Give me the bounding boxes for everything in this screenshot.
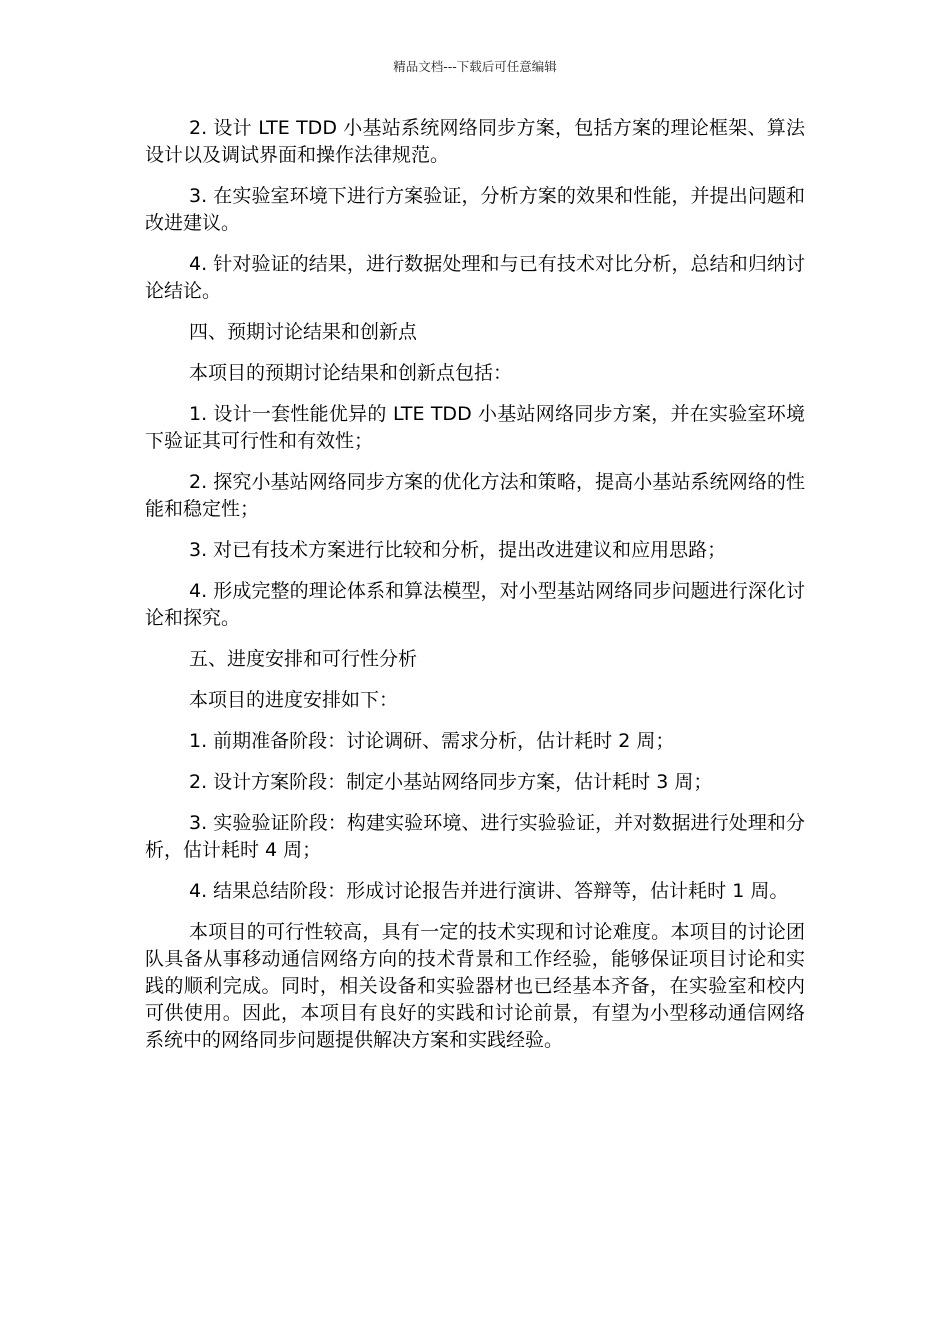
- paragraph-step-3-verify: 3. 在实验室环境下进行方案验证，分析方案的效果和性能，并提出问题和改进建议。: [145, 185, 805, 234]
- paragraph-step-4-analyze: 4. 针对验证的结果，进行数据处理和与已有技术对比分析，总结和归纳讨论结论。: [145, 253, 805, 302]
- paragraph-step-2-design: 2. 设计 LTE TDD 小基站系统网络同步方案，包括方案的理论框架、算法设计以及调试界面和操作法律规范。: [145, 117, 805, 166]
- document-body: [145, 115, 805, 1068]
- paragraph-schedule-1: 1. 前期准备阶段：讨论调研、需求分析，估计耗时 2 周；: [189, 730, 675, 752]
- paragraph-schedule-3: 3. 实验验证阶段：构建实验环境、进行实验验证，并对数据进行处理和分析，估计耗时 4 周；: [145, 812, 805, 861]
- paragraph-schedule-4: 4. 结果总结阶段：形成讨论报告并进行演讲、答辩等，估计耗时 1 周。: [189, 880, 789, 902]
- paragraph-schedule-2: 2. 设计方案阶段：制定小基站网络同步方案，估计耗时 3 周；: [189, 771, 713, 793]
- paragraph-expected-3: 3. 对已有技术方案进行比较和分析，提出改进建议和应用思路；: [189, 539, 727, 561]
- paragraph-expected-intro: 本项目的预期讨论结果和创新点包括：: [189, 362, 513, 384]
- section-heading-4: 四、预期讨论结果和创新点: [189, 321, 418, 343]
- paragraph-expected-4: 4. 形成完整的理论体系和算法模型，对小型基站网络同步问题进行深化讨论和探究。: [145, 580, 805, 629]
- paragraph-expected-2: 2. 探究小基站网络同步方案的优化方法和策略，提高小基站系统网络的性能和稳定性；: [145, 471, 805, 520]
- section-heading-5: 五、进度安排和可行性分析: [189, 648, 418, 670]
- paragraph-feasibility: 本项目的可行性较高，具有一定的技术实现和讨论难度。本项目的讨论团队具备从事移动通信网络方向的技术背景和工作经验，能够保证项目讨论和实践的顺利完成。同时，相关设备和实验器材也已经基本齐备，在实验室和校内可供使用。因此，本项目有良好的实践和讨论前景，有望为小型移动通信网络系统中的网络同步问题提供解决方案和实践经验。: [145, 921, 805, 1051]
- page-header: 精品文档---下载后可任意编辑: [393, 59, 557, 74]
- paragraph-schedule-intro: 本项目的进度安排如下：: [189, 689, 399, 711]
- paragraph-expected-1: 1. 设计一套性能优异的 LTE TDD 小基站网络同步方案，并在实验室环境下验证其可行性和有效性；: [145, 403, 805, 452]
